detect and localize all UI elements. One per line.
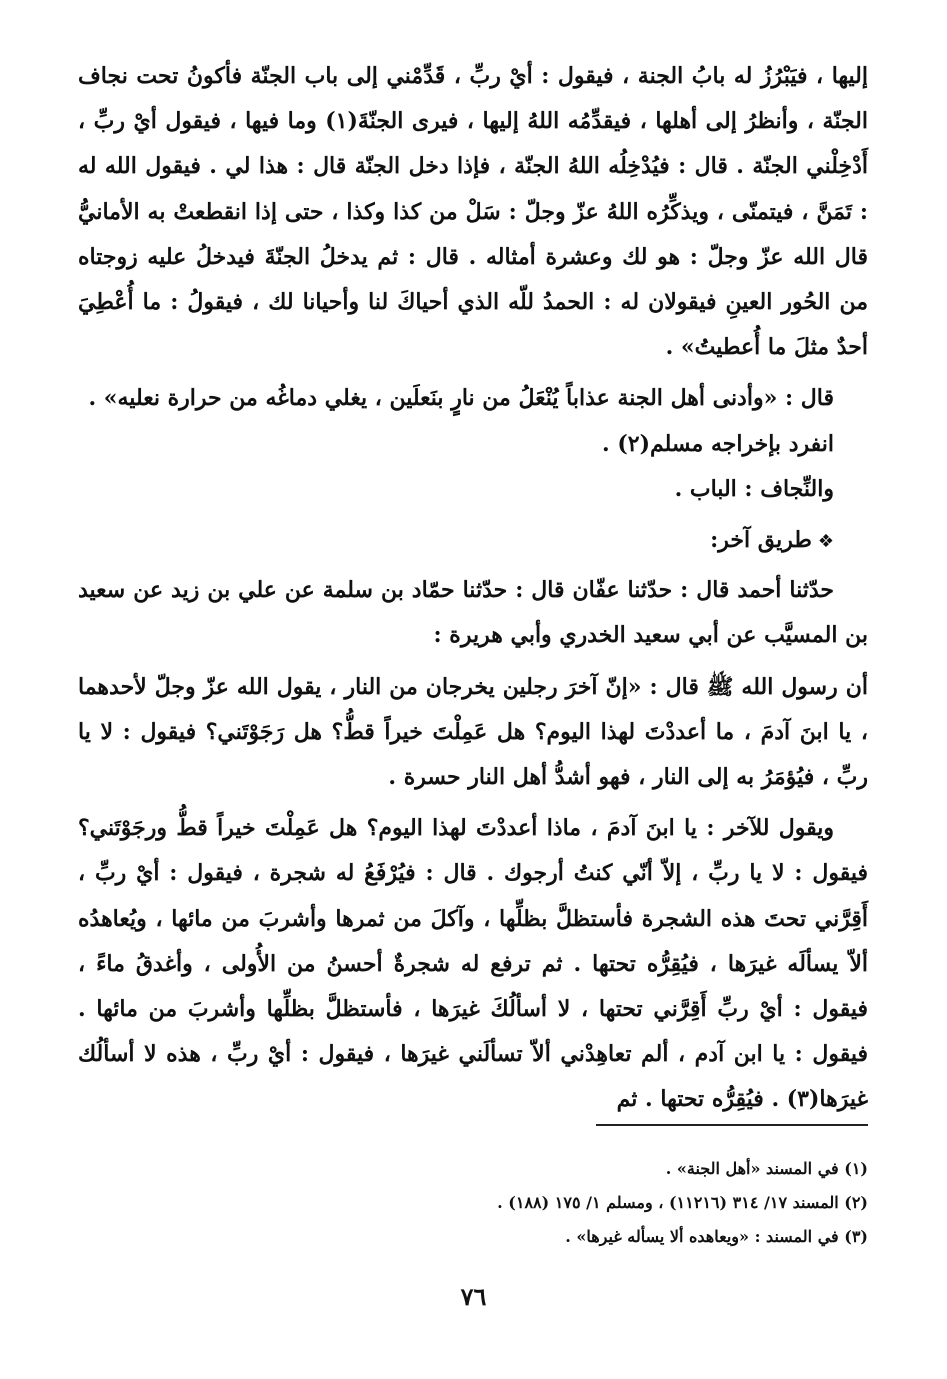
main-text	[78, 54, 868, 1123]
footnote-divider	[596, 1124, 868, 1126]
section-heading-text: طريق آخر:	[710, 527, 812, 554]
footnotes	[78, 1152, 868, 1254]
footnote-1: (١) في المسند «أهل الجنة» .	[665, 1159, 868, 1178]
paragraph-hadith-continuation: إليها ، فيَبْرُزُ له بابُ الجنة ، فيقول : أيْ ربِّ ، قَدِّمْني إلى باب الجنّة فأكونُ تحت نجاف الجنّة ، وأنظرُ إلى أهلها ، فيقدِّمُه اللهُ إليها ، فيرى الجنّةَ(١) وما فيها ، فيقول أيْ ربِّ ، أَدْخِلْني الجنّة . قال : فيُدْخِلُه اللهُ الجنّة ، فإذا دخل الجنّة قال : هذا لي . فيقول الله له : تَمَنَّ ، فيتمنّى ، ويذكِّرُه اللهُ عزّ وجلّ : سَلْ من كذا وكذا ، حتى إذا انقطعتْ به الأمانيُّ قال الله عزّ وجلّ : هو لك وعشرة أمثاله . قال : ثم يدخلُ الجنّةَ فيدخلُ عليه زوجتاه من الحُور العينِ فيقولان له : الحمدُ للّه الذي أحياكَ لنا وأحيانا لك ، فيقولُ : ما أُعْطِيَ أحدٌ مثلَ ما أُعطيتُ» .	[78, 63, 869, 361]
diamond-icon: ❖	[817, 531, 834, 553]
footnote-2: (٢) المسند ١٧/ ٣١٤ (١١٢١٦) ، ومسلم ١/ ١٧٥ (١٨٨) .	[497, 1193, 868, 1212]
page-number: ٧٦	[460, 1282, 487, 1311]
paragraph-source-note: انفرد بإخراجه مسلم(٢) .	[602, 430, 834, 457]
paragraph-definition: والنِّجاف : الباب .	[674, 475, 834, 502]
paragraph-lowest-punishment: قال : «وأدنى أهل الجنة عذاباً يُنْعَلُ من نارٍ بنَعلَين ، يغلي دماغُه من حرارة نعليه» .	[88, 385, 834, 412]
paragraph-tree: ويقول للآخر : يا ابنَ آدمَ ، ماذا أعددْتَ لهذا اليوم؟ هل عَمِلْتَ خيراً قطُّ ورجَوْتَني؟ فيقول : لا يا ربِّ ، إلاّ أنّي كنتُ أرجوك . قال : فيُرْفَعُ له شجرة ، فيقول : أيْ ربِّ ، أَقِرَّني تحتَ هذه الشجرة فأستظلَّ بظلِّها ، وآكلَ من ثمرها وأشربَ من مائها ، ويُعاهدُه ألاّ يسألَه غيرَها ، فيُقِرُّه تحتها . ثم ترفع له شجرةٌ أحسنُ من الأُولى ، وأغدقُ ماءً ، فيقول : أيْ ربِّ أَقِرَّني تحتها ، لا أسألُكَ غيرَها ، فأستظلَّ بظلِّها وأشربَ من مائها . فيقول : يا ابن آدم ، ألم تعاهِدْني ألاّ تسألَني غيرَها ، فيقول : أيْ ربِّ ، هذه لا أسألُك غيرَها(٣) . فيُقِرُّه تحتها . ثم	[78, 815, 868, 1113]
section-heading	[78, 518, 868, 564]
paragraph-isnad: حدّثنا أحمد قال : حدّثنا عفّان قال : حدّثنا حمّاد بن سلمة عن علي بن زيد عن سعيد بن المسيَّب عن أبي سعيد الخدري وأبي هريرة :	[78, 577, 868, 649]
footnote-3: (٣) في المسند : «ويعاهده ألا يسأله غيرها» .	[565, 1227, 868, 1246]
paragraph-hadith-two-men: أن رسول الله ﷺ قال : «إنّ آخرَ رجلين يخرجان من النار ، يقول الله عزّ وجلّ لأحدهما ، يا ابنَ آدمَ ، ما أعددْتَ لهذا اليوم؟ هل عَمِلْتَ خيراً قطُّ؟ هل رَجَوْتَني؟ فيقول : لا يا ربِّ ، فيُؤمَرُ به إلى النار ، فهو أشدُّ أهل النار حسرة .	[78, 673, 868, 791]
